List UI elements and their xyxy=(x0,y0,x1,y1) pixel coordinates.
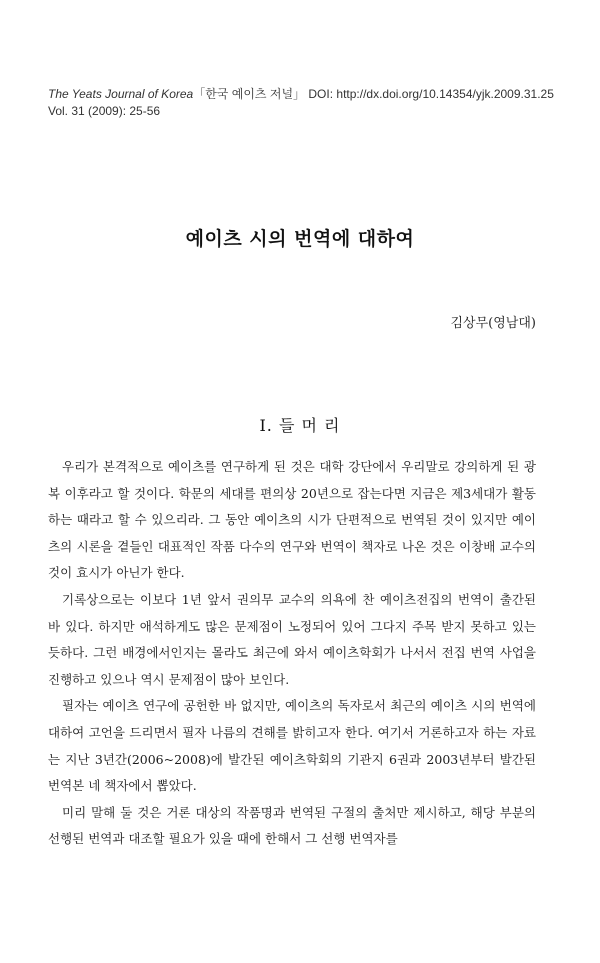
paragraph: 미리 말해 둘 것은 거론 대상의 작품명과 번역된 구절의 출처만 제시하고, 해당 부분의 선행된 번역과 대조할 필요가 있을 때에 한해서 그 선행 번역자를 xyxy=(48,804,536,847)
paragraph: 기록상으로는 이보다 1년 앞서 권의무 교수의 의욕에 찬 예이츠전집의 번역이 출간된 바 있다. 하지만 애석하게도 많은 문제점이 노정되어 있어 그다지 주목 받지 못하고 있는 듯하다. 그런 배경에서인지는 몰라도 최근에 와서 예이츠학회가 나서서 전집 번역 사업을 진행하고 있으나 역시 문제점이 많아 보인다. xyxy=(48,591,536,687)
volume-info: Vol. 31 (2009): 25-56 xyxy=(48,104,161,118)
body-text xyxy=(48,454,536,853)
author-affiliation: 김상무(영남대) xyxy=(450,316,536,331)
journal-name-english: The Yeats Journal of Korea xyxy=(48,87,194,101)
journal-header xyxy=(48,86,554,120)
paragraph: 필자는 예이츠 연구에 공헌한 바 없지만, 예이츠의 독자로서 최근의 예이츠 시의 번역에 대하여 고언을 드리면서 필자 나름의 견해를 밝히고자 한다. 여기서 거론하고자 하는 자료는 지난 3년간(2006~2008)에 발간된 예이츠학회의 기관지 6권과 2003년부터 발간된 번역본 네 책자에서 뽑았다. xyxy=(48,698,536,794)
journal-name-korean: 「한국 예이츠 저널」 xyxy=(193,87,306,101)
paper-title: 예이츠 시의 번역에 대하여 xyxy=(185,228,415,250)
section-heading: I. 들 머 리 xyxy=(259,416,341,435)
journal-citation-line xyxy=(48,86,554,103)
paragraph: 우리가 본격적으로 예이츠를 연구하게 된 것은 대학 강단에서 우리말로 강의하게 된 광복 이후라고 할 것이다. 학문의 세대를 편의상 20년으로 잡는다면 지금은 제3세대가 활동하는 때라고 할 수 있으리라. 그 동안 예이츠의 시가 단편적으로 번역된 것이 있지만 예이츠의 시론을 곁들인 대표적인 작품 다수의 연구와 번역이 책자로 나온 것은 이창배 교수의 것이 효시가 아닌가 한다. xyxy=(48,459,536,581)
doi-link[interactable]: DOI: http://dx.doi.org/10.14354/yjk.2009.31.25 xyxy=(308,87,554,101)
